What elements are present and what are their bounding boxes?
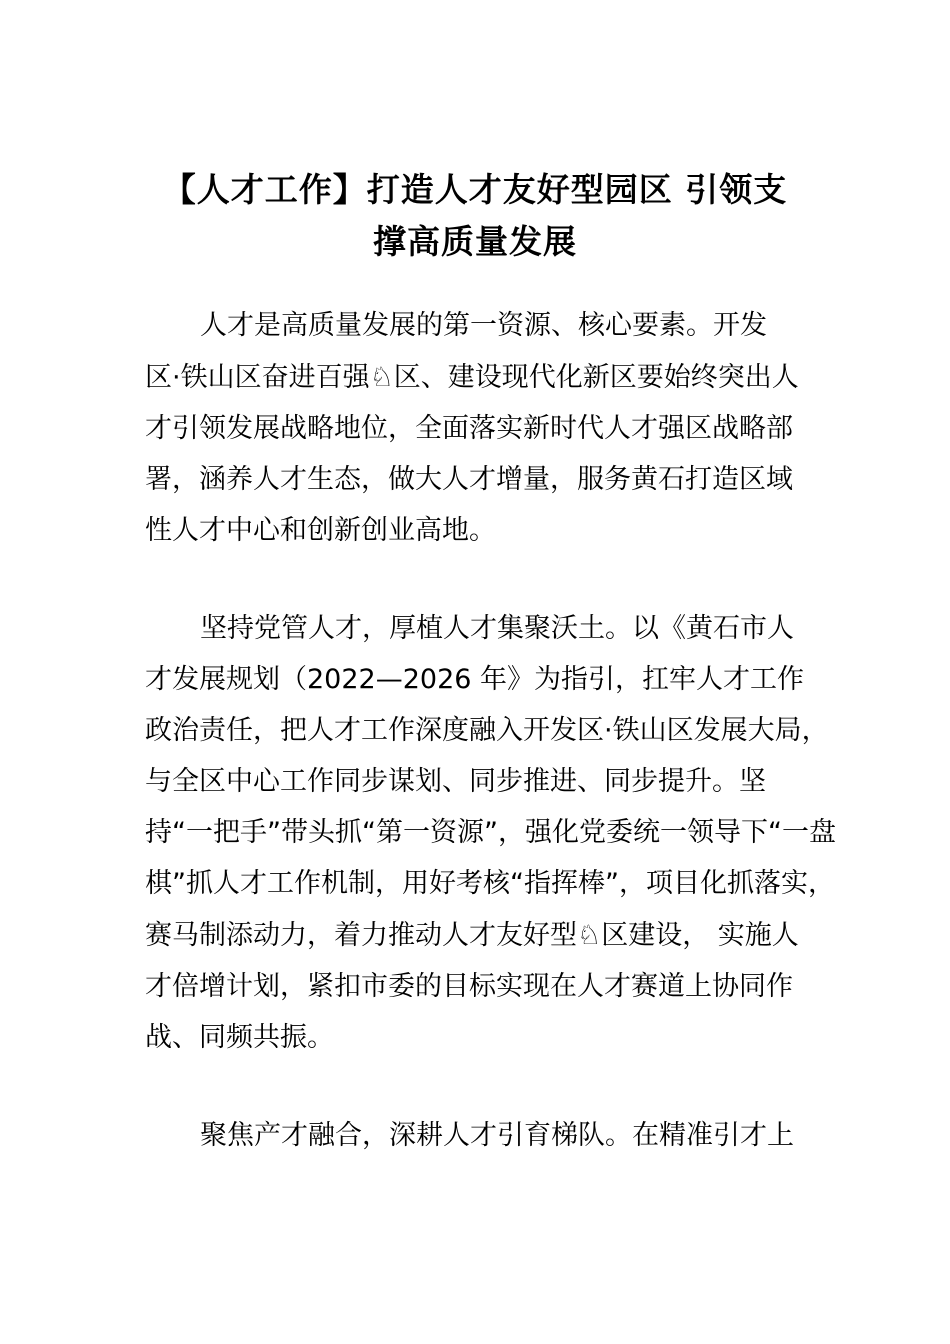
paragraph-2-line-4: 与全区中心工作同步谋划、同步推进、同步提升。坚 bbox=[145, 766, 766, 797]
paragraph-2-line-8: 才倍增计划，紧扣市委的目标实现在人才赛道上协同作 bbox=[145, 971, 793, 1002]
paragraph-2-line-9: 战、同频共振。 bbox=[145, 1022, 334, 1053]
paragraph-2-line-7: 赛马制添动力，着力推动人才友好型♘区建设， 实施人 bbox=[145, 920, 799, 951]
document-title-line-2: 撑高质量发展 bbox=[373, 222, 577, 261]
paragraph-1-line-1: 人才是高质量发展的第一资源、核心要素。开发 bbox=[200, 310, 767, 341]
paragraph-2-line-1: 坚持党管人才，厚植人才集聚沃土。以《黄石市人 bbox=[200, 613, 794, 644]
paragraph-2-line-2: 才发展规划（2022—2026 年》为指引，扛牢人才工作 bbox=[145, 664, 805, 695]
paragraph-2-line-6: 棋”抓人才工作机制，用好考核“指挥棒”，项目化抓落实， bbox=[145, 868, 835, 899]
paragraph-1-line-3: 才引领发展战略地位，全面落实新时代人才强区战略部 bbox=[145, 413, 793, 444]
paragraph-1-line-4: 署，涵养人才生态，做大人才增量，服务黄石打造区域 bbox=[145, 464, 793, 495]
document-title-line-1: 【人才工作】打造人才友好型园区 引领支 bbox=[162, 170, 788, 209]
paragraph-2-line-3: 政治责任，把人才工作深度融入开发区·铁山区发展大局， bbox=[145, 715, 829, 746]
paragraph-3-line-1: 聚焦产才融合，深耕人才引育梯队。在精准引才上 bbox=[200, 1120, 794, 1151]
paragraph-1-line-2: 区·铁山区奋进百强♘区、建设现代化新区要始终突出人 bbox=[145, 362, 799, 393]
paragraph-2-line-5: 持“一把手”带头抓“第一资源”，强化党委统一领导下“一盘 bbox=[145, 817, 836, 848]
paragraph-1-line-5: 性人才中心和创新创业高地。 bbox=[145, 515, 496, 546]
